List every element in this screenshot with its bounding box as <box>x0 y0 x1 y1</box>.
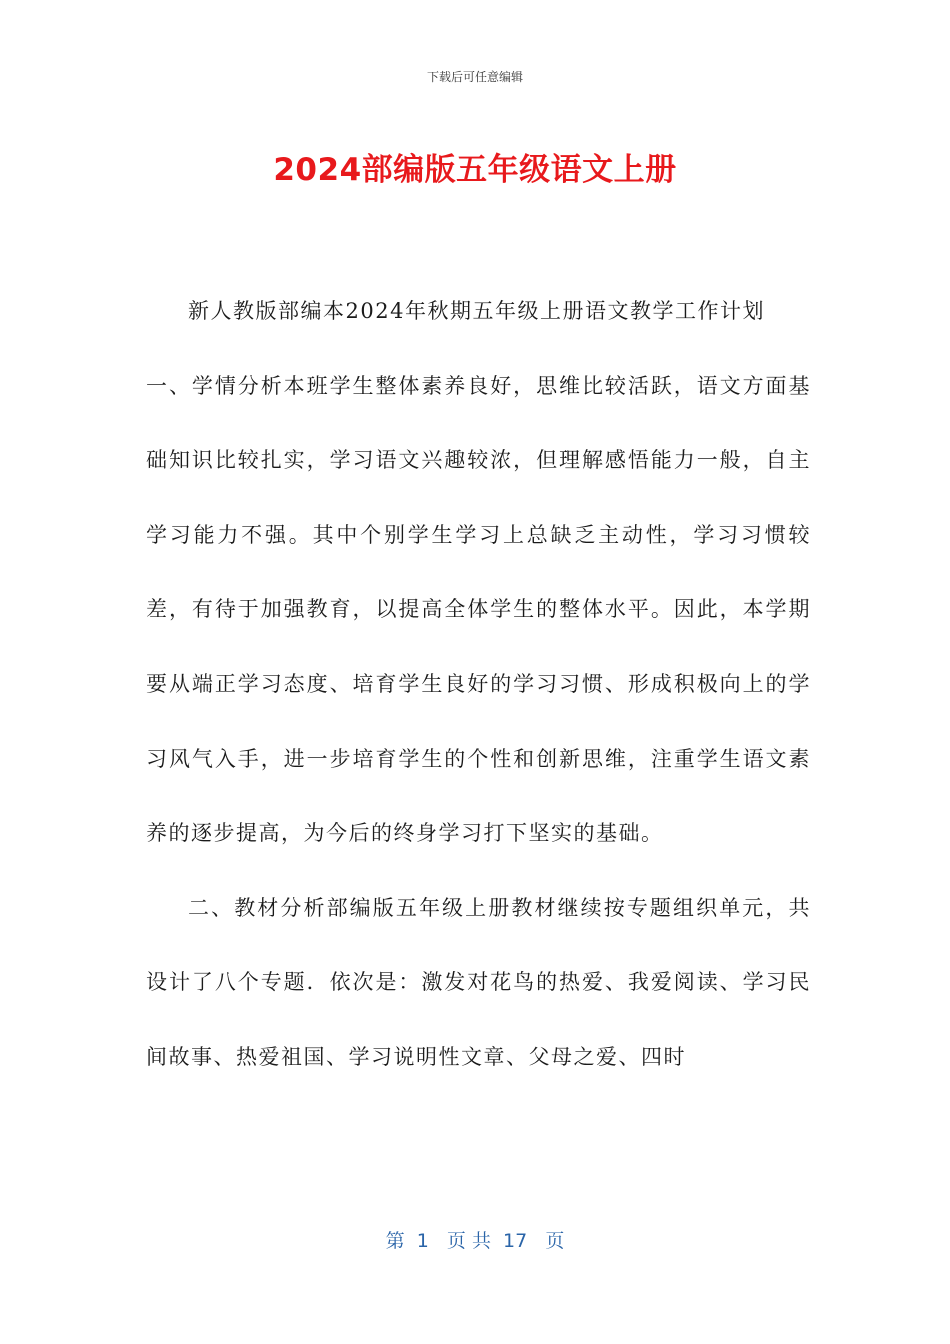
document-body <box>146 274 811 1095</box>
header-note: 下载后可任意编辑 <box>426 70 523 84</box>
paragraph-student-analysis: 一、学情分析本班学生整体素养良好，思维比较活跃，语文方面基础知识比较扎实，学习语文兴趣较浓，但理解感悟能力一般，自主学习能力不强。其中个别学生学习上总缺乏主动性，学习习惯较差，有待于加强教育，以提高全体学生的整体水平。因此，本学期要从端正学习态度、培育学生良好的学习习惯、形成积极向上的学习风气入手，进一步培育学生的个性和创新思维，注重学生语文素养的逐步提高，为今后的终身学习打下坚实的基础。 <box>146 373 811 846</box>
paragraph-plan-title: 新人教版部编本2024年秋期五年级上册语文教学工作计划 <box>188 299 765 323</box>
page-number-footer: 第 1 页 共 17 页 <box>385 1230 565 1252</box>
document-title: 2024部编版五年级语文上册 <box>273 152 677 188</box>
paragraph-textbook-analysis: 二、教材分析部编版五年级上册教材继续按专题组织单元，共设计了八个专题．依次是：激发对花鸟的热爱、我爱阅读、学习民间故事、热爱祖国、学习说明性文章、父母之爱、四时 <box>146 895 811 1069</box>
